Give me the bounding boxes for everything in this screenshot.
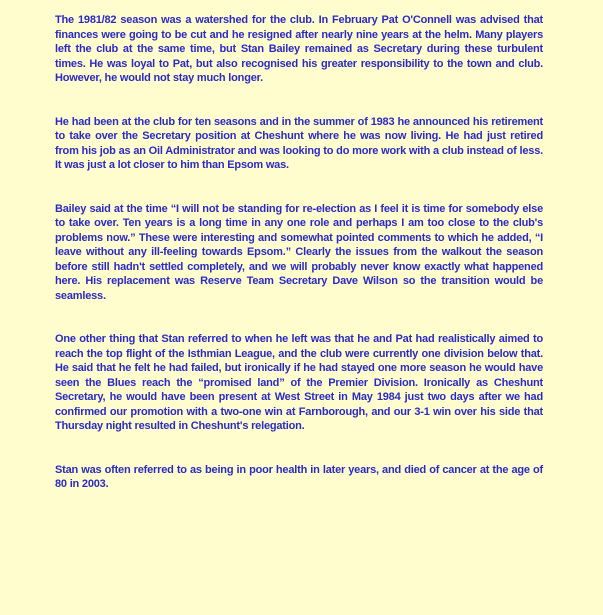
paragraph-stan-later-years: Stan was often referred to as being in poor health in later years, and died of cancer at the age of 80 in 2003. <box>55 463 543 490</box>
paragraph-season-watershed: The 1981/82 season was a watershed for the club. In February Pat O'Connell was advised that finances were going to be cut and he resigned after nearly nine years at the helm. Many players left the club at the same time, but Stan Bailey remained as Secretary during these turbulent times. He was loyal to Pat, but also recognised his greater responsibility to the town and club. However, he would not stay much longer. <box>55 14 543 84</box>
paragraph-bailey-farewell-quote: Bailey said at the time “I will not be standing for re-election as I feel it is time for somebody else to take over. Ten years is a long time in any one role and perhaps I am too close to the club's problems now.” These were interesting and somewhat pointed comments to which he added, “I leave without any ill-feeling towards Epsom.” Clearly the issues from the walkout the season before still hadn't settled completely, and we will probably never know exactly what happened here. His replacement was Reserve Team Secretary Dave Wilson so the transition would be seamless. <box>55 202 543 302</box>
article-text-block <box>55 13 543 521</box>
paragraph-retirement-announcement: He had been at the club for ten seasons and in the summer of 1983 he announced his retirement to take over the Secretary position at Cheshunt where he was now living. He had just retired from his job as an Oil Administrator and was looking to do more work with a club instead of less. It was just a lot closer to him than Epsom was. <box>55 115 543 171</box>
paragraph-isthmian-league-irony: One other thing that Stan referred to when he left was that he and Pat had realistically aimed to reach the top flight of the Isthmian League, and the club were currently one division below that. He said that he felt he had failed, but ironically if he had stayed one more season he would have seen the Blues reach the “promised land” of the Premier Division. Ironically as Cheshunt Secretary, he would have been present at West Street in May 1984 just two days after we had confirmed our promotion with a two-one win at Farnborough, and our 3-1 win over his side that Thursday night resulted in Cheshunt's relegation. <box>55 333 543 432</box>
